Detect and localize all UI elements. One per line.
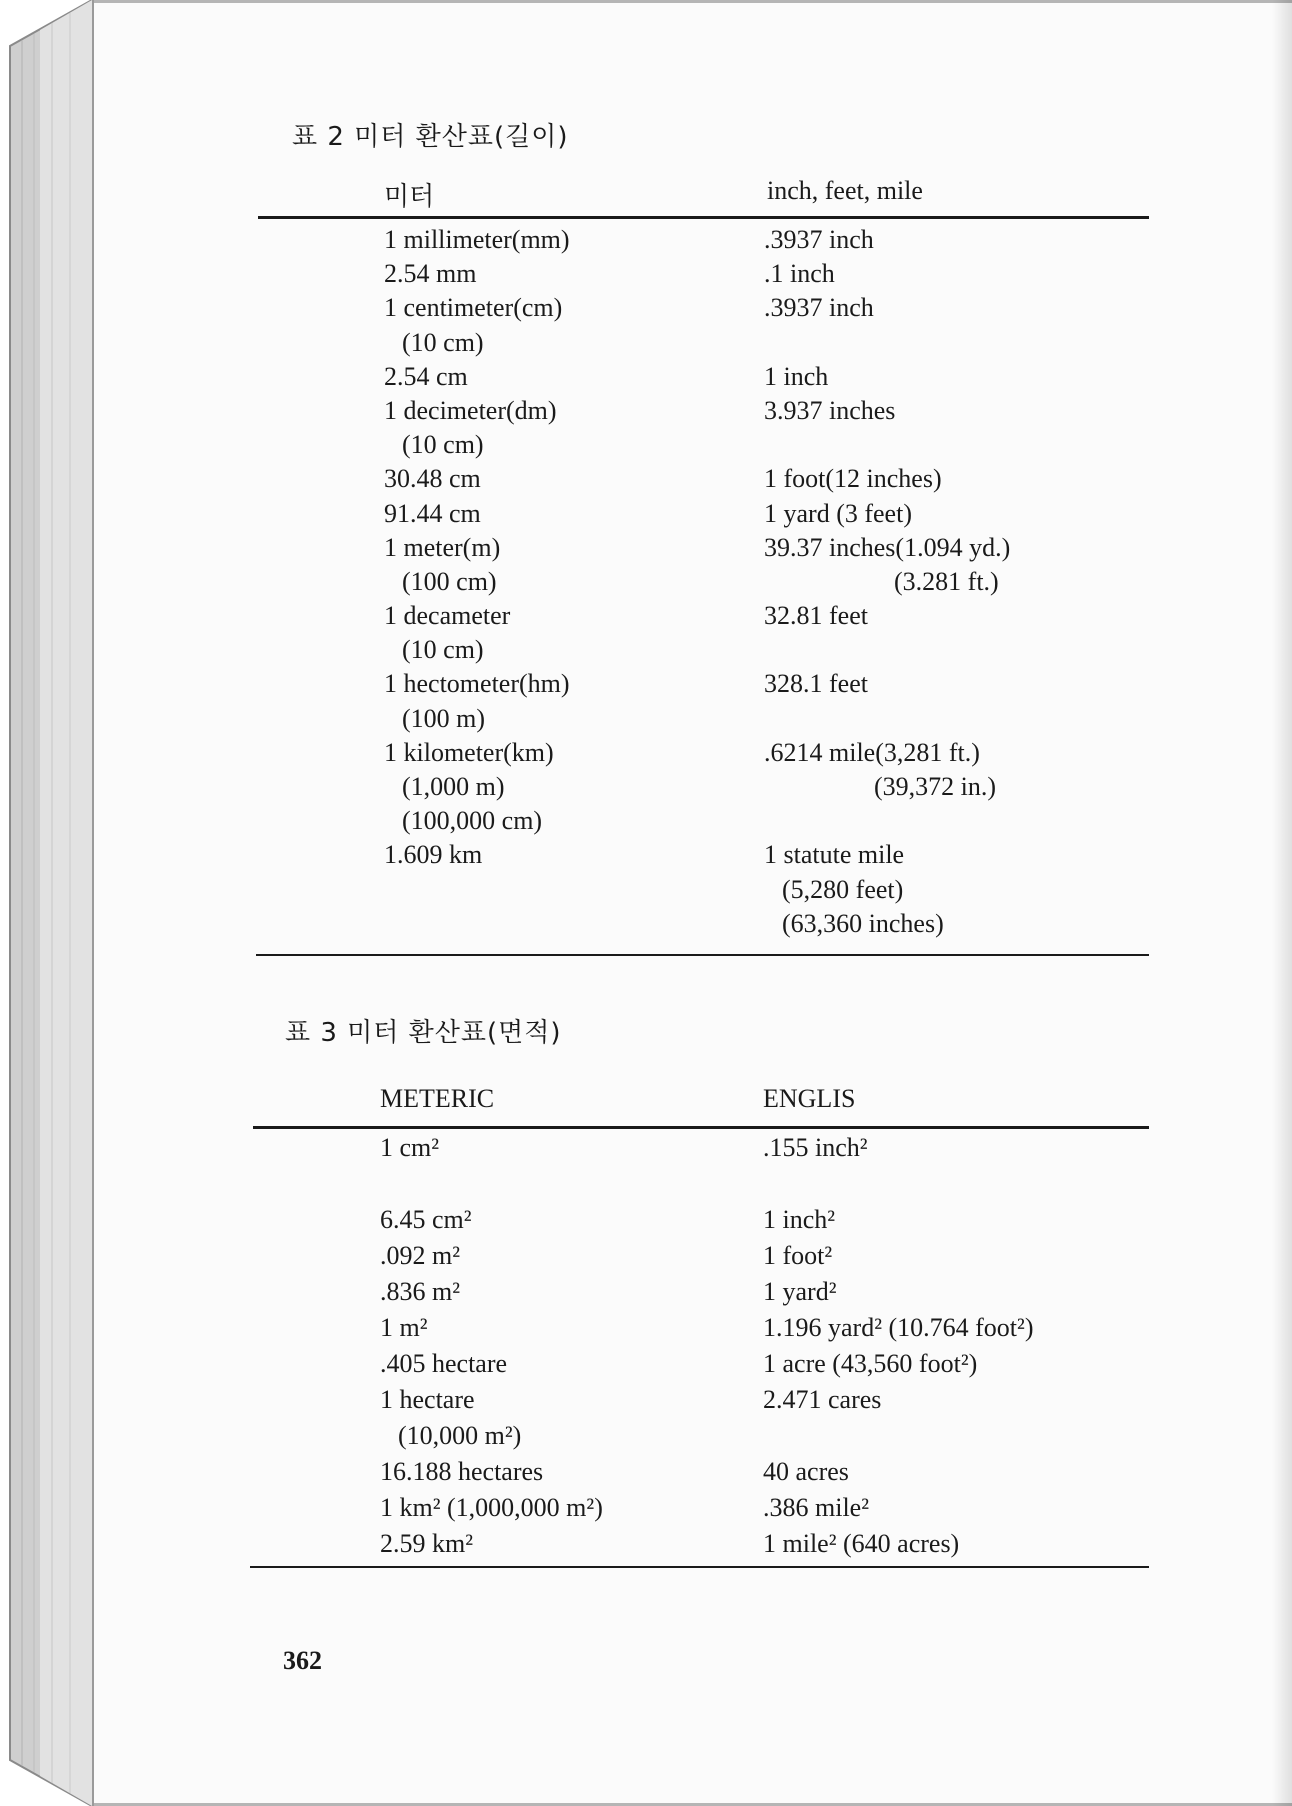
table3-left-cell: 1 hectare <box>380 1385 475 1414</box>
table3-right-cell: 40 acres <box>763 1457 849 1486</box>
table2-right-cell: .3937 inch <box>764 293 874 323</box>
table2-left-cell: 2.54 mm <box>384 259 477 289</box>
table3-left-column <box>380 1130 603 1562</box>
table3-right-cell: .155 inch² <box>763 1133 868 1162</box>
table3-right-cell: .386 mile² <box>763 1493 870 1522</box>
table3-left-cell: 1 km² (1,000,000 m²) <box>380 1493 603 1522</box>
table2-left-cell: 1 decimeter(dm) <box>384 395 557 425</box>
table2-left-cell: 1 hectometer(hm) <box>384 669 570 699</box>
table2-left-cell: 1 decameter <box>384 601 511 631</box>
table3-right-cell: 1.196 yard² (10.764 foot²) <box>763 1313 1034 1342</box>
table3-bottom-rule <box>250 1566 1149 1568</box>
table2-right-cell: 3.937 inches <box>764 395 896 425</box>
table3-left-cell: 2.59 km² <box>380 1529 474 1558</box>
table2-left-cell: 1 kilometer(km) <box>384 737 554 767</box>
table2-right-cell: .3937 inch <box>764 225 874 254</box>
table2-left-cell: 30.48 cm <box>384 464 481 494</box>
table2-left-cell: (10 cm) <box>402 635 484 665</box>
table2-left-cell <box>384 907 570 941</box>
table2-right-cell: 328.1 feet <box>764 669 868 699</box>
table2-header-right: inch, feet, mile <box>767 176 923 205</box>
table3-caption: 표 3 미터 환산표(면적) <box>285 1018 562 1048</box>
table3-right-cell: 1 inch² <box>763 1205 836 1234</box>
table2-header-rule <box>258 216 1149 219</box>
table3-left-cell: 16.188 hectares <box>380 1457 544 1486</box>
table2-left-cell: (100 cm) <box>402 566 497 596</box>
table2-left-cell: 91.44 cm <box>384 498 481 528</box>
table2-right-cell: .6214 mile(3,281 ft.) <box>764 737 980 767</box>
table2-right-cell <box>764 428 1010 462</box>
table2-left-cell: (10 cm) <box>402 327 484 357</box>
table2-left-cell: 2.54 cm <box>384 361 468 391</box>
table2-right-cell: 39.37 inches(1.094 yd.) <box>764 532 1011 562</box>
table2-header-left: 미터 <box>384 182 435 211</box>
table3-left-cell: .405 hectare <box>380 1349 508 1378</box>
table2-left-column <box>384 223 570 941</box>
table3-header-rule <box>253 1126 1149 1129</box>
table3-right-cell: 1 acre (43,560 foot²) <box>763 1349 978 1378</box>
table2-left-cell: 1 millimeter(mm) <box>384 225 570 254</box>
table3-right-cell <box>763 1418 1034 1454</box>
table2-right-cell <box>764 326 1010 360</box>
table3-left-cell: 1 cm² <box>380 1133 440 1162</box>
table2-left-cell <box>384 873 570 907</box>
table2-right-cell: (3.281 ft.) <box>894 566 999 596</box>
table3-right-cell <box>763 1166 1034 1202</box>
table3-right-cell: 2.471 cares <box>763 1385 882 1414</box>
table3-left-cell <box>380 1166 603 1202</box>
table2-left-cell: 1.609 km <box>384 840 483 870</box>
table2-right-cell: (63,360 inches) <box>782 908 944 938</box>
book-page <box>92 0 1292 1806</box>
table2-right-cell: 1 foot(12 inches) <box>764 464 942 494</box>
table2-right-cell: (5,280 feet) <box>782 874 904 904</box>
table3-left-cell: 1 m² <box>380 1313 428 1342</box>
page-top-edge <box>94 0 1292 3</box>
table3-left-cell: .836 m² <box>380 1277 461 1306</box>
table3-header-right: ENGLIS <box>763 1084 856 1113</box>
table2-right-cell: .1 inch <box>764 259 835 289</box>
table2-left-cell: 1 meter(m) <box>384 532 501 562</box>
page-number: 362 <box>283 1646 322 1675</box>
table2-right-cell: 1 yard (3 feet) <box>764 498 912 528</box>
table3-right-cell: 1 mile² (640 acres) <box>763 1529 960 1558</box>
table2-right-column <box>764 223 1010 941</box>
table2-right-cell <box>764 702 1010 736</box>
table2-left-cell: (100 m) <box>402 703 486 733</box>
table3-left-cell: .092 m² <box>380 1241 461 1270</box>
table2-left-cell: 1 centimeter(cm) <box>384 293 563 323</box>
table3-right-cell: 1 foot² <box>763 1241 833 1270</box>
table3-left-cell: (10,000 m²) <box>398 1421 522 1450</box>
page-right-shadow <box>1272 0 1292 1806</box>
table2-right-cell <box>764 804 1010 838</box>
table3-right-column <box>763 1130 1034 1562</box>
table3-left-cell: 6.45 cm² <box>380 1205 472 1234</box>
table2-bottom-rule <box>256 954 1149 956</box>
table2-left-cell: (100,000 cm) <box>402 806 543 836</box>
table2-left-cell: (10 cm) <box>402 430 484 460</box>
table2-right-cell: 1 inch <box>764 361 829 391</box>
table3-right-cell: 1 yard² <box>763 1277 837 1306</box>
book-edge-decoration <box>0 0 96 1806</box>
table2-right-cell: (39,372 in.) <box>874 772 997 801</box>
table3-header-left: METERIC <box>380 1084 495 1113</box>
table2-right-cell <box>764 633 1010 667</box>
table2-left-cell: (1,000 m) <box>402 772 505 801</box>
table2-caption: 표 2 미터 환산표(길이) <box>292 122 569 152</box>
table2-right-cell: 32.81 feet <box>764 601 868 631</box>
table2-right-cell: 1 statute mile <box>764 840 905 870</box>
